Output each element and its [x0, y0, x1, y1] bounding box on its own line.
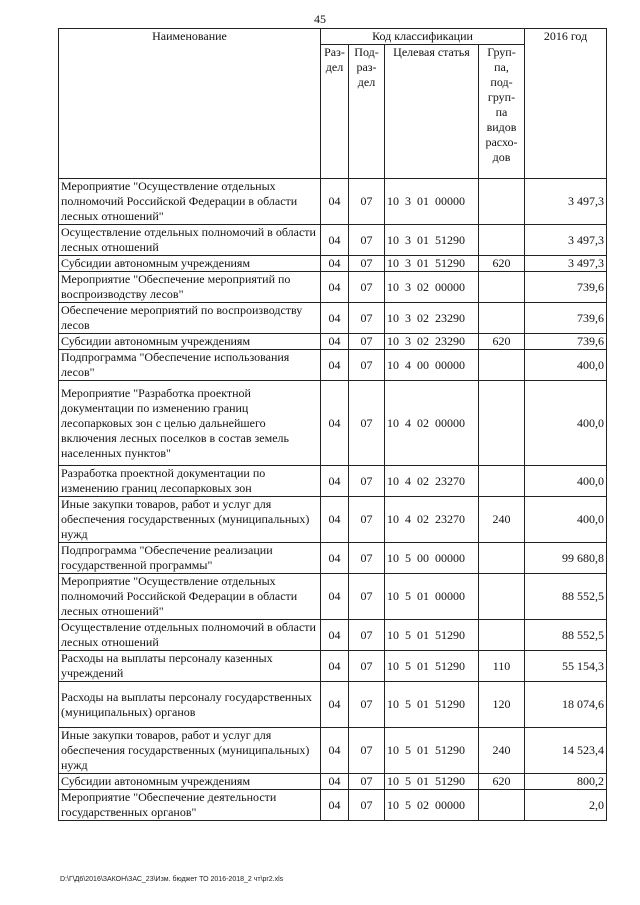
- row-target-article: 10 3 02 23290: [385, 334, 479, 350]
- row-expense-group: 620: [479, 774, 525, 790]
- table-row: [59, 334, 607, 350]
- row-expense-group: [479, 620, 525, 651]
- row-section: 04: [321, 334, 349, 350]
- row-amount: 3 497,3: [525, 179, 607, 225]
- row-section: 04: [321, 350, 349, 381]
- row-name: Субсидии автономным учреждениям: [59, 774, 321, 790]
- budget-table: [58, 28, 607, 821]
- table-row: [59, 682, 607, 728]
- header-year: 2016 год: [525, 29, 607, 179]
- row-section: 04: [321, 790, 349, 821]
- row-amount: 739,6: [525, 303, 607, 334]
- row-subsection: 07: [349, 774, 385, 790]
- row-subsection: 07: [349, 381, 385, 466]
- row-expense-group: 240: [479, 497, 525, 543]
- row-name: Обеспечение мероприятий по воспроизводству лесов: [59, 303, 321, 334]
- row-target-article: 10 3 01 51290: [385, 225, 479, 256]
- header-name: Наименование: [59, 29, 321, 179]
- row-target-article: 10 5 01 51290: [385, 774, 479, 790]
- row-target-article: 10 4 00 00000: [385, 350, 479, 381]
- row-amount: 18 074,6: [525, 682, 607, 728]
- row-amount: 3 497,3: [525, 225, 607, 256]
- header-subsection-label: Под- раз- дел: [354, 45, 379, 89]
- row-name: Расходы на выплаты персоналу казенных учреждений: [59, 651, 321, 682]
- table-row: [59, 225, 607, 256]
- file-path-footer: D:\Г\Д6\2016\ЗАКОН\ЗАС_23\Изм. бюджет ТО 2016-2018_2 чт\pr2.xls: [60, 876, 284, 883]
- row-section: 04: [321, 620, 349, 651]
- row-subsection: 07: [349, 179, 385, 225]
- table-row: [59, 574, 607, 620]
- table-row: [59, 651, 607, 682]
- table-row: [59, 543, 607, 574]
- row-amount: 800,2: [525, 774, 607, 790]
- row-subsection: 07: [349, 682, 385, 728]
- table-body: [59, 179, 607, 821]
- row-expense-group: 620: [479, 334, 525, 350]
- row-subsection: 07: [349, 303, 385, 334]
- row-target-article: 10 3 02 23290: [385, 303, 479, 334]
- row-section: 04: [321, 774, 349, 790]
- row-section: 04: [321, 466, 349, 497]
- header-group: [479, 45, 525, 179]
- row-section: 04: [321, 682, 349, 728]
- row-subsection: 07: [349, 543, 385, 574]
- page-number: 45: [314, 12, 326, 26]
- row-subsection: 07: [349, 574, 385, 620]
- row-amount: 88 552,5: [525, 620, 607, 651]
- row-name: Осуществление отдельных полномочий в области лесных отношений: [59, 620, 321, 651]
- row-name: Мероприятие "Разработка проектной документации по изменению границ лесопарковых зон с целью дальнейшего включения лесных поселков в состав земель населенных пунктов": [59, 381, 321, 466]
- row-section: 04: [321, 497, 349, 543]
- row-name: Иные закупки товаров, работ и услуг для обеспечения государственных (муниципальных) нужд: [59, 497, 321, 543]
- row-expense-group: 120: [479, 682, 525, 728]
- row-name: Подпрограмма "Обеспечение использования лесов": [59, 350, 321, 381]
- row-name: Иные закупки товаров, работ и услуг для обеспечения государственных (муниципальных) нужд: [59, 728, 321, 774]
- row-amount: 55 154,3: [525, 651, 607, 682]
- row-subsection: 07: [349, 334, 385, 350]
- row-target-article: 10 3 01 51290: [385, 256, 479, 272]
- row-expense-group: [479, 543, 525, 574]
- row-section: 04: [321, 543, 349, 574]
- row-expense-group: [479, 350, 525, 381]
- row-target-article: 10 4 02 23270: [385, 466, 479, 497]
- row-target-article: 10 3 02 00000: [385, 272, 479, 303]
- row-amount: 14 523,4: [525, 728, 607, 774]
- row-expense-group: [479, 381, 525, 466]
- row-subsection: 07: [349, 620, 385, 651]
- table-row: [59, 497, 607, 543]
- table-row: [59, 303, 607, 334]
- table-row: [59, 381, 607, 466]
- row-amount: 400,0: [525, 497, 607, 543]
- row-section: 04: [321, 651, 349, 682]
- row-target-article: 10 5 01 51290: [385, 728, 479, 774]
- row-name: Мероприятие "Осуществление отдельных полномочий Российской Федерации в области лесных отношений": [59, 574, 321, 620]
- row-amount: 88 552,5: [525, 574, 607, 620]
- row-amount: 400,0: [525, 466, 607, 497]
- table-row: [59, 179, 607, 225]
- row-expense-group: [479, 303, 525, 334]
- row-name: Субсидии автономным учреждениям: [59, 256, 321, 272]
- header-group-label: Груп- па, под- груп- па видов расхо- дов: [485, 45, 518, 164]
- table-row: [59, 466, 607, 497]
- row-subsection: 07: [349, 497, 385, 543]
- row-section: 04: [321, 381, 349, 466]
- table-row: [59, 790, 607, 821]
- row-amount: 739,6: [525, 334, 607, 350]
- row-name: Осуществление отдельных полномочий в области лесных отношений: [59, 225, 321, 256]
- row-section: 04: [321, 303, 349, 334]
- table-row: [59, 620, 607, 651]
- row-subsection: 07: [349, 272, 385, 303]
- row-expense-group: [479, 225, 525, 256]
- row-amount: 400,0: [525, 381, 607, 466]
- row-name: Мероприятие "Обеспечение деятельности государственных органов": [59, 790, 321, 821]
- row-section: 04: [321, 256, 349, 272]
- row-section: 04: [321, 574, 349, 620]
- row-amount: 2,0: [525, 790, 607, 821]
- row-target-article: 10 5 00 00000: [385, 543, 479, 574]
- row-subsection: 07: [349, 651, 385, 682]
- row-amount: 99 680,8: [525, 543, 607, 574]
- row-target-article: 10 4 02 00000: [385, 381, 479, 466]
- header-section-label: Раз- дел: [324, 45, 345, 74]
- row-expense-group: 620: [479, 256, 525, 272]
- row-section: 04: [321, 272, 349, 303]
- row-name: Мероприятие "Осуществление отдельных полномочий Российской Федерации в области лесных отношений": [59, 179, 321, 225]
- row-amount: 3 497,3: [525, 256, 607, 272]
- row-target-article: 10 3 01 00000: [385, 179, 479, 225]
- row-name: Подпрограмма "Обеспечение реализации государственной программы": [59, 543, 321, 574]
- row-section: 04: [321, 728, 349, 774]
- row-name: Разработка проектной документации по изменению границ лесопарковых зон: [59, 466, 321, 497]
- row-expense-group: [479, 790, 525, 821]
- row-name: Расходы на выплаты персоналу государственных (муниципальных) органов: [59, 682, 321, 728]
- row-subsection: 07: [349, 350, 385, 381]
- row-name: Мероприятие "Обеспечение мероприятий по воспроизводству лесов": [59, 272, 321, 303]
- row-section: 04: [321, 179, 349, 225]
- table-row: [59, 256, 607, 272]
- row-subsection: 07: [349, 256, 385, 272]
- row-amount: 739,6: [525, 272, 607, 303]
- row-target-article: 10 4 02 23270: [385, 497, 479, 543]
- table-row: [59, 774, 607, 790]
- row-expense-group: [479, 466, 525, 497]
- row-amount: 400,0: [525, 350, 607, 381]
- header-section: [321, 45, 349, 179]
- row-expense-group: [479, 179, 525, 225]
- row-expense-group: [479, 272, 525, 303]
- row-subsection: 07: [349, 466, 385, 497]
- row-target-article: 10 5 02 00000: [385, 790, 479, 821]
- row-target-article: 10 5 01 51290: [385, 682, 479, 728]
- row-target-article: 10 5 01 51290: [385, 651, 479, 682]
- row-subsection: 07: [349, 728, 385, 774]
- row-expense-group: 110: [479, 651, 525, 682]
- row-section: 04: [321, 225, 349, 256]
- row-target-article: 10 5 01 00000: [385, 574, 479, 620]
- row-target-article: 10 5 01 51290: [385, 620, 479, 651]
- table-header: [59, 29, 607, 179]
- table-row: [59, 350, 607, 381]
- row-expense-group: [479, 574, 525, 620]
- table-row: [59, 272, 607, 303]
- header-code: Код классификации: [321, 29, 525, 45]
- header-target: Целевая статья: [385, 45, 479, 179]
- row-subsection: 07: [349, 790, 385, 821]
- row-expense-group: 240: [479, 728, 525, 774]
- header-subsection: [349, 45, 385, 179]
- row-subsection: 07: [349, 225, 385, 256]
- table-row: [59, 728, 607, 774]
- row-name: Субсидии автономным учреждениям: [59, 334, 321, 350]
